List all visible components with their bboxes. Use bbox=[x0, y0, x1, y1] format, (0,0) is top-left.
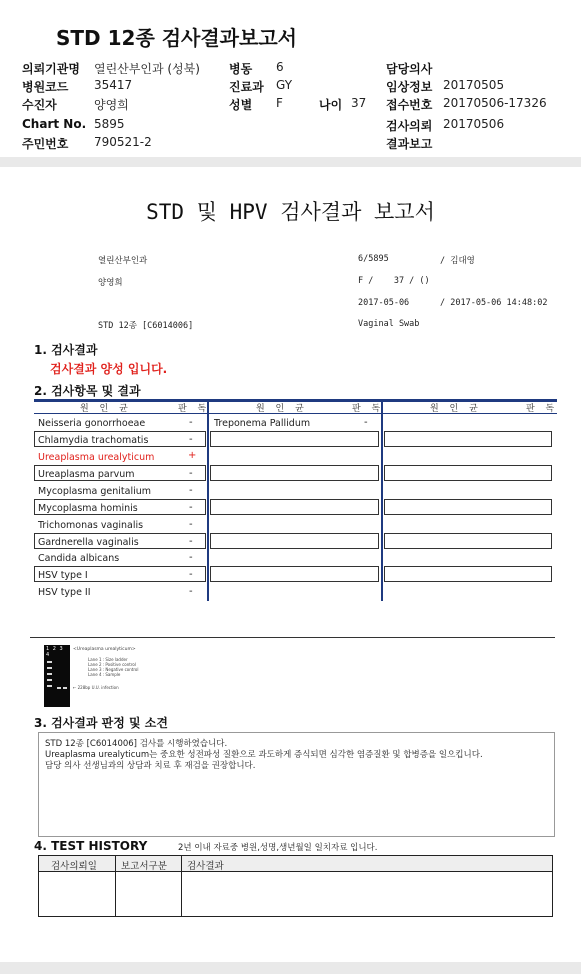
section4-heading: 4. TEST HISTORY bbox=[34, 839, 148, 853]
table-col-divider bbox=[381, 399, 383, 601]
label-result-report: 결과보고 bbox=[386, 137, 433, 151]
info-specimen: Vaginal Swab bbox=[358, 319, 420, 329]
label-clinical-info: 임상정보 bbox=[386, 80, 433, 94]
label-resident-number: 주민번호 bbox=[22, 137, 69, 151]
gel-band bbox=[57, 687, 61, 689]
gel-divider bbox=[30, 637, 555, 638]
organism-name: HSV type I bbox=[38, 570, 88, 581]
table-header-organism: 원 인 균 bbox=[80, 404, 132, 414]
table-header-organism: 원 인 균 bbox=[430, 404, 482, 414]
gel-band bbox=[47, 661, 52, 663]
gel-legend-line: Lane 4 : Sample bbox=[88, 672, 121, 677]
row-box bbox=[384, 533, 552, 549]
table-col-divider bbox=[207, 399, 209, 601]
organism-name: Mycoplasma hominis bbox=[38, 503, 138, 514]
gel-target-label: <Ureaplasma urealyticum> bbox=[73, 647, 136, 652]
row-box bbox=[384, 499, 552, 515]
organism-name: Ureaplasma parvum bbox=[38, 469, 135, 480]
organism-name: Mycoplasma genitalium bbox=[38, 486, 152, 497]
gel-band bbox=[47, 673, 52, 675]
label-age: 나이 bbox=[319, 98, 343, 112]
table-header-organism: 원 인 균 bbox=[256, 404, 308, 414]
value-test-request: 20170506 bbox=[443, 117, 505, 131]
organism-name: HSV type II bbox=[38, 587, 91, 598]
history-note: 2년 이내 자료중 병원,성명,생년월일 일치자료 입니다. bbox=[178, 843, 378, 853]
value-clinical-info: 20170505 bbox=[443, 78, 505, 92]
table-header-result: 판 독 bbox=[352, 404, 385, 414]
table-header-result: 판 독 bbox=[526, 404, 559, 414]
value-chart-no: 5895 bbox=[94, 117, 125, 131]
label-test-request: 검사의뢰 bbox=[386, 119, 433, 133]
value-age: 37 bbox=[351, 96, 367, 110]
label-sex: 성별 bbox=[229, 98, 253, 112]
label-department: 진료과 bbox=[229, 80, 264, 94]
organism-result: - bbox=[189, 485, 193, 496]
comment-line: Ureaplasma urealyticum는 중요한 성전파성 질환으로 과도하게 증식되면 심각한 염증질환 및 합병증을 일으킵니다. bbox=[45, 750, 483, 760]
history-col-report-type: 보고서구분 bbox=[121, 861, 167, 872]
organism-result: - bbox=[189, 586, 193, 597]
section2-heading: 2. 검사항목 및 결과 bbox=[34, 384, 141, 398]
footer-band bbox=[0, 962, 581, 974]
history-col-divider bbox=[181, 856, 182, 916]
organism-name: Treponema Pallidum bbox=[214, 418, 311, 429]
report-main-title: STD 12종 검사결과보고서 bbox=[56, 26, 297, 50]
organism-name-positive: Ureaplasma urealyticum bbox=[38, 452, 155, 463]
history-col-result: 검사결과 bbox=[187, 861, 224, 872]
info-chart: 6/5895 bbox=[358, 254, 389, 264]
row-box bbox=[210, 465, 379, 481]
label-hospital-code: 병원코드 bbox=[22, 80, 69, 94]
section3-heading: 3. 검사결과 판정 및 소견 bbox=[34, 716, 168, 730]
value-resident-number: 790521-2 bbox=[94, 135, 152, 149]
label-ward: 병동 bbox=[229, 62, 253, 76]
info-date-reported: / 2017-05-06 14:48:02 bbox=[440, 298, 548, 308]
gel-band-annotation: ← 228bp U.U. infection bbox=[73, 685, 119, 690]
organism-result: - bbox=[364, 417, 368, 428]
info-doctor: / 김대영 bbox=[440, 256, 475, 266]
row-box bbox=[210, 431, 379, 447]
label-requesting-institution: 의뢰기관명 bbox=[22, 62, 80, 76]
organism-name: Candida albicans bbox=[38, 553, 120, 564]
history-col-divider bbox=[115, 856, 116, 916]
value-department: GY bbox=[276, 78, 293, 92]
comment-box bbox=[38, 732, 555, 837]
organism-result: - bbox=[189, 536, 193, 547]
organism-name: Neisseria gonorrhoeae bbox=[38, 418, 146, 429]
info-hospital: 열린산부인과 bbox=[98, 256, 148, 266]
comment-line: STD 12종 [C6014006] 검사를 시행하였습니다. bbox=[45, 739, 228, 749]
section1-heading: 1. 검사결과 bbox=[34, 343, 98, 357]
organism-result: - bbox=[189, 519, 193, 530]
gel-band bbox=[47, 679, 52, 681]
gel-legend-line: Lane 3 : Negative control bbox=[88, 667, 139, 672]
organism-name: Trichomonas vaginalis bbox=[38, 520, 144, 531]
row-box bbox=[210, 533, 379, 549]
organism-result-positive: + bbox=[188, 450, 197, 461]
gel-band bbox=[63, 687, 67, 689]
label-receipt-number: 접수번호 bbox=[386, 98, 433, 112]
row-box bbox=[210, 566, 379, 582]
organism-result: - bbox=[189, 569, 193, 580]
value-ward: 6 bbox=[276, 60, 284, 74]
label-patient: 수진자 bbox=[22, 98, 57, 112]
gel-lane-numbers: 1 2 3 4 bbox=[46, 646, 64, 658]
info-test-name: STD 12종 [C6014006] bbox=[98, 321, 194, 331]
value-patient: 양영희 bbox=[94, 98, 129, 112]
value-hospital-code: 35417 bbox=[94, 78, 133, 92]
row-box bbox=[384, 566, 552, 582]
history-col-request-date: 검사의뢰일 bbox=[51, 861, 97, 872]
organism-result: - bbox=[189, 502, 193, 513]
organism-result: - bbox=[189, 552, 193, 563]
info-date-received: 2017-05-06 bbox=[358, 298, 410, 308]
organism-result: - bbox=[189, 468, 193, 479]
gel-band bbox=[47, 685, 52, 687]
label-chart-no: Chart No. bbox=[22, 117, 87, 131]
table-header-result: 판 독 bbox=[178, 404, 211, 414]
report-title: STD 및 HPV 검사결과 보고서 bbox=[146, 200, 435, 224]
info-sex-age: F / 37 / () bbox=[358, 276, 430, 286]
row-box bbox=[210, 499, 379, 515]
info-patient: 양영희 bbox=[98, 278, 123, 288]
value-sex: F bbox=[276, 96, 283, 110]
organism-result: - bbox=[189, 434, 193, 445]
organism-result: - bbox=[189, 417, 193, 428]
row-box bbox=[384, 465, 552, 481]
gel-legend-line: Lane 1 : Size ladder bbox=[88, 657, 128, 662]
history-table bbox=[38, 855, 553, 917]
gel-electrophoresis-image bbox=[44, 645, 70, 707]
gel-legend-line: Lane 2 : Positive control bbox=[88, 662, 136, 667]
value-requesting-institution: 열린산부인과 (성북) bbox=[94, 62, 200, 76]
row-box bbox=[384, 431, 552, 447]
header-divider-band bbox=[0, 157, 581, 167]
gel-band bbox=[47, 667, 52, 669]
value-receipt-number: 20170506-17326 bbox=[443, 96, 547, 110]
comment-line: 담당 의사 선생님과의 상담과 치료 후 재검을 권장합니다. bbox=[45, 761, 256, 771]
organism-name: Gardnerella vaginalis bbox=[38, 537, 139, 548]
section1-result-text: 검사결과 양성 입니다. bbox=[50, 362, 168, 376]
organism-name: Chlamydia trachomatis bbox=[38, 435, 149, 446]
label-attending-doctor: 담당의사 bbox=[386, 62, 433, 76]
